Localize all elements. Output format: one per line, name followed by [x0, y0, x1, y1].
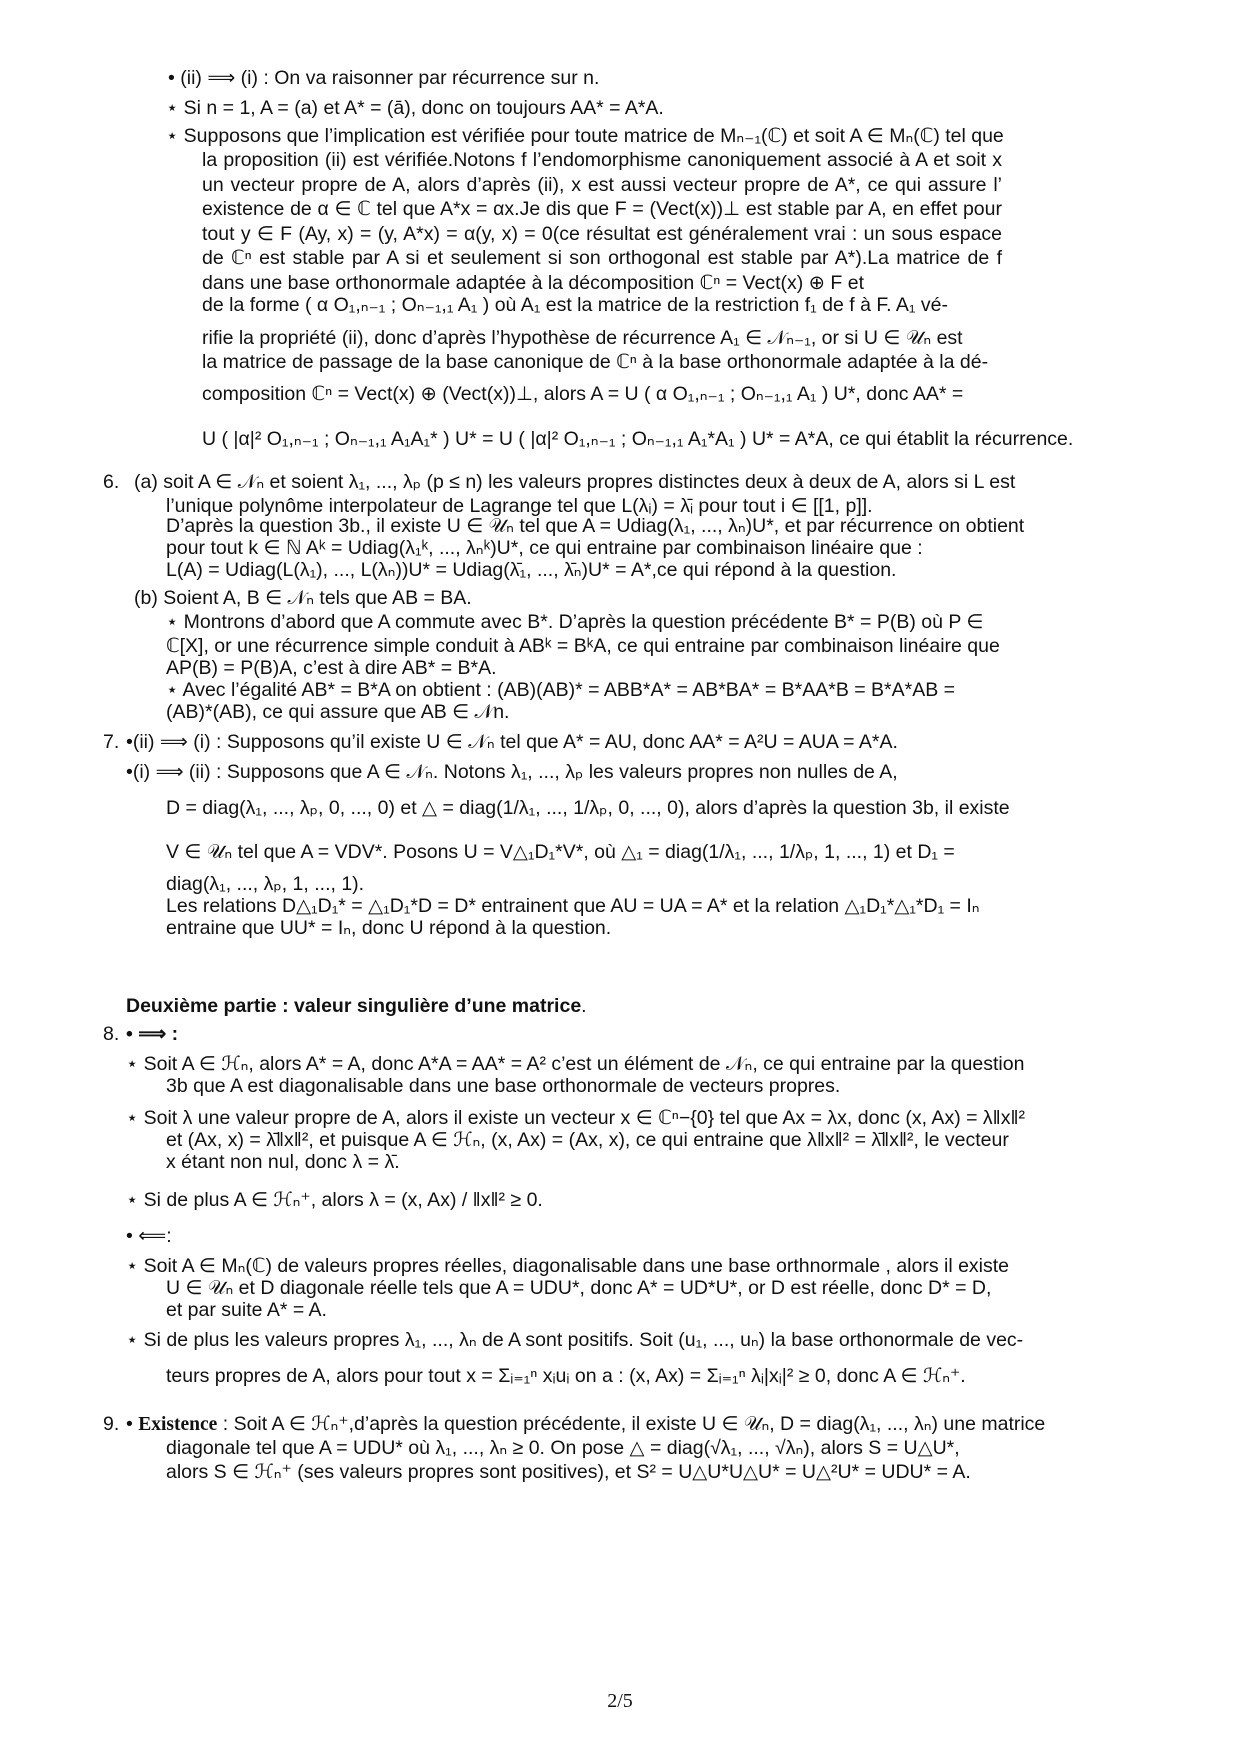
- q6b-line: ℂ[X], or une récurrence simple conduit à ABᵏ = BᵏA, ce qui entraine par combinaison linéaire que: [166, 635, 1000, 657]
- q9-line: [126, 1412, 1045, 1437]
- q8-line: ⋆ Si de plus les valeurs propres λ₁, ..., λₙ de A sont positifs. Soit (u₁, ..., uₙ) la base orthonormale de vec-: [126, 1329, 1024, 1351]
- q7-line: diag(λ₁, ..., λₚ, 1, ..., 1).: [166, 873, 365, 895]
- q5-decomposition: composition ℂⁿ = Vect(x) ⊕ (Vect(x))⊥, alors A = U ( α O₁,ₙ₋₁ ; Oₙ₋₁,₁ A₁ ) U*, donc AA* =: [202, 383, 964, 405]
- q8-line: 3b que A est diagonalisable dans une base orthonormale de vecteurs propres.: [166, 1075, 841, 1097]
- q6-number: 6.: [103, 471, 120, 493]
- q9-line: alors S ∈ ℋₙ⁺ (ses valeurs propres sont positives), et S² = U△U*U△U* = U△²U* = UDU* = A.: [166, 1461, 971, 1483]
- q9-line-text: : Soit A ∈ ℋₙ⁺,d’après la question précédente, il existe U ∈ 𝒰ₙ, D = diag(λ₁, ..., λₙ) une matrice: [217, 1413, 1046, 1435]
- part2-heading-dot: .: [581, 995, 587, 1017]
- q8-line: x étant non nul, donc λ = λ̄.: [166, 1151, 400, 1173]
- part2-heading-text: Deuxième partie : valeur singulière d’une matrice: [126, 995, 582, 1017]
- page-number: 2/5: [607, 1690, 633, 1712]
- q5-induction-start: ⋆ Supposons que l’implication est vérifiée pour toute matrice de Mₙ₋₁(ℂ) et soit A ∈ Mₙ(ℂ) tel que: [166, 125, 1004, 147]
- q6b-line: (b) Soient A, B ∈ 𝒩ₙ tels que AB = BA.: [134, 587, 472, 609]
- q7-number: 7.: [103, 731, 120, 753]
- q6a-line: pour tout k ∈ ℕ Aᵏ = Udiag(λ₁ᵏ, ..., λₙᵏ)U*, ce qui entraine par combinaison linéaire que :: [166, 537, 923, 559]
- q8-line: U ∈ 𝒰ₙ et D diagonale réelle tels que A = UDU*, donc A* = UD*U*, or D est réelle, donc D* = D,: [166, 1277, 992, 1299]
- q8-line: et par suite A* = A.: [166, 1299, 327, 1321]
- q8-line: ⋆ Soit A ∈ Mₙ(ℂ) de valeurs propres réelles, diagonalisable dans une base orthnormale , alors il existe: [126, 1255, 1010, 1277]
- q7-line: •(ii) ⟹ (i) : Supposons qu’il existe U ∈ 𝒩ₙ tel que A* = AU, donc AA* = A²U = AUA = A*A.: [126, 731, 898, 753]
- q8-line: • ⟸:: [126, 1225, 172, 1247]
- q6a-line: D’après la question 3b., il existe U ∈ 𝒰ₙ tel que A = Udiag(λ₁, ..., λₙ)U*, et par récurrence on obtient: [166, 515, 1025, 537]
- q6a-line: l’unique polynôme interpolateur de Lagrange tel que L(λᵢ) = λ̄ᵢ pour tout i ∈ [[1, p]].: [166, 495, 873, 517]
- q9-line: diagonale tel que A = UDU* où λ₁, ..., λₙ ≥ 0. On pose △ = diag(√λ₁, ..., √λₙ), alors S = U△U*,: [166, 1437, 960, 1459]
- part2-heading: [126, 994, 587, 1018]
- q6a-line: (a) soit A ∈ 𝒩ₙ et soient λ₁, ..., λₚ (p ≤ n) les valeurs propres distinctes deux à deux de A, alors si L est: [134, 471, 1016, 493]
- q8-line: et (Ax, x) = λ̄‖x‖², et puisque A ∈ ℋₙ, (x, Ax) = (Ax, x), ce qui entraine que λ‖x‖² = λ̄‖x‖², le vecteur: [166, 1129, 1009, 1151]
- q8-line: ⋆ Soit A ∈ ℋₙ, alors A* = A, donc A*A = AA* = A² c’est un élément de 𝒩ₙ, ce qui entraine par la question: [126, 1053, 1025, 1075]
- q7-line: entraine que UU* = Iₙ, donc U répond à la question.: [166, 917, 612, 939]
- q6b-line: ⋆ Avec l’égalité AB* = B*A on obtient : (AB)(AB)* = ABB*A* = AB*BA* = B*AA*B = B*A*AB =: [166, 679, 956, 701]
- q8-line: teurs propres de A, alors pour tout x = Σᵢ₌₁ⁿ xᵢuᵢ on a : (x, Ax) = Σᵢ₌₁ⁿ λᵢ|xᵢ|² ≥ 0, donc A ∈ ℋₙ⁺.: [166, 1365, 966, 1387]
- q5-passage-matrix: la matrice de passage de la base canonique de ℂⁿ à la base orthonormale adaptée à la dé-: [202, 351, 989, 373]
- q6b-line: AP(B) = P(B)A, c’est à dire AB* = B*A.: [166, 657, 497, 679]
- q6a-line: L(A) = Udiag(L(λ₁), ..., L(λₙ))U* = Udiag(λ̄₁, ..., λ̄ₙ)U* = A*,ce qui répond à la question.: [166, 559, 897, 581]
- q7-line: D = diag(λ₁, ..., λₚ, 0, ..., 0) et △ = diag(1/λ₁, ..., 1/λₚ, 0, ..., 0), alors d’après la question 3b, il existe: [166, 797, 1010, 819]
- q5-conclusion: U ( |α|² O₁,ₙ₋₁ ; Oₙ₋₁,₁ A₁A₁* ) U* = U ( |α|² O₁,ₙ₋₁ ; Oₙ₋₁,₁ A₁*A₁ ) U* = A*A, ce qui établit la récurrence.: [202, 428, 1074, 450]
- q8-number: 8.: [103, 1023, 120, 1045]
- q5-bullet-line: • (ii) ⟹ (i) : On va raisonner par récurrence sur n.: [168, 67, 600, 89]
- q5-case-n1: ⋆ Si n = 1, A = (a) et A* = (ā), donc on toujours AA* = A*A.: [166, 97, 664, 119]
- q8-line: ⋆ Soit λ une valeur propre de A, alors il existe un vecteur x ∈ ℂⁿ−{0} tel que Ax = λx, donc (x, Ax) = λ‖x‖²: [126, 1107, 1026, 1129]
- q6b-line: (AB)*(AB), ce qui assure que AB ∈ 𝒩n.: [166, 701, 510, 723]
- q9-existence-label: Existence: [138, 1414, 218, 1435]
- q7-line: •(i) ⟹ (ii) : Supposons que A ∈ 𝒩ₙ. Notons λ₁, ..., λₚ les valeurs propres non nulles de A,: [126, 761, 898, 783]
- q8-line: • ⟹ :: [126, 1023, 179, 1045]
- q5-matrix-form: de la forme ( α O₁,ₙ₋₁ ; Oₙ₋₁,₁ A₁ ) où A₁ est la matrice de la restriction f₁ de f à F. A₁ vé-: [202, 294, 948, 316]
- q6b-line: ⋆ Montrons d’abord que A commute avec B*. D’après la question précédente B* = P(B) où P ∈: [166, 611, 984, 633]
- q9-bullet: •: [126, 1413, 133, 1435]
- q7-line: V ∈ 𝒰ₙ tel que A = VDV*. Posons U = V△₁D₁*V*, où △₁ = diag(1/λ₁, ..., 1/λₚ, 1, ..., 1) et D₁ =: [166, 841, 955, 863]
- q7-line: Les relations D△₁D₁* = △₁D₁*D = D* entrainent que AU = UA = A* et la relation △₁D₁*△₁*D₁ = Iₙ: [166, 895, 980, 917]
- q5-induction-body: la proposition (ii) est vérifiée.Notons f l’endomorphisme canoniquement associé à A et soit x un vecteur propre de A, alors d’après (ii), x est aussi vecteur propre de A*, ce qui assure l’ existence de α ∈ ℂ tel que A*x = αx.Je dis que F = (Vect(x))⊥ est stable par A, en effet pour tout y ∈ F (Ay, x) = (y, A*x) = α(y, x) = 0(ce résultat est généralement vrai : un sous espace de ℂⁿ est stable par A si et seulement si son orthogonal est stable par A*).La matrice de f dans une base orthonormale adaptée à la décomposition ℂⁿ = Vect(x) ⊕ F et: [202, 149, 1002, 294]
- q9-number: 9.: [103, 1413, 120, 1435]
- q8-line: ⋆ Si de plus A ∈ ℋₙ⁺, alors λ = (x, Ax) / ‖x‖² ≥ 0.: [126, 1189, 543, 1211]
- q5-hypothesis: rifie la propriété (ii), donc d’après l’hypothèse de récurrence A₁ ∈ 𝒩ₙ₋₁, or si U ∈ 𝒰ₙ est: [202, 327, 963, 349]
